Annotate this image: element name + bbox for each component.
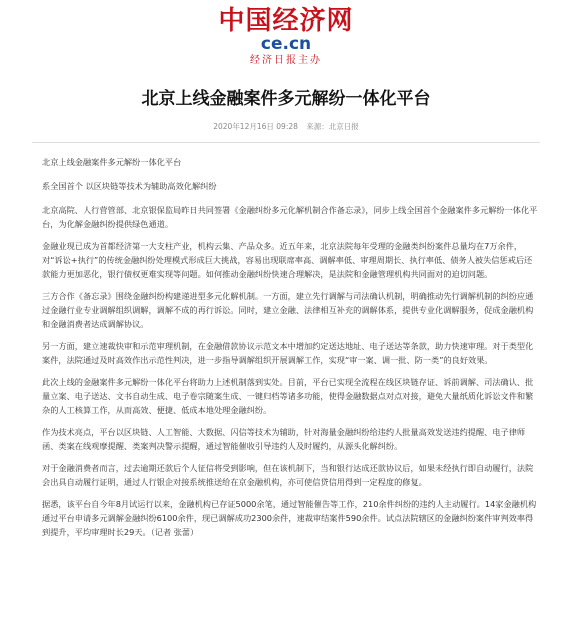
article-paragraph: 另一方面，建立速裁快审和示范审理机制，在金融借款协议示范文本中增加约定送达地址、电子送达等条款，助力快速审理。对于类型化案件，法院通过及时高效作出示范性判决，进一步指导调解组织开展调解工作，实现“审一案、调一批、防一类”的良好效果。 — [42, 341, 534, 365]
logo-brand: 中国经济网 — [218, 6, 354, 36]
site-header — [0, 0, 572, 76]
article-meta — [0, 121, 572, 132]
article-paragraph: 三方合作《备忘录》围绕金融纠纷构建递进型多元化解机制。一方面，建立先行调解与司法确认机制，明确推动先行调解机制的纠纷应通过金融行业专业调解组织调解，调解不成的再行诉讼。同时，建立金融、法律相互补充的调解体系，提供专业化调解服务，促成金融机构和金融消费者达成调解协议。 — [42, 291, 534, 329]
article-paragraph: 此次上线的金融案件多元解纷一体化平台将助力上述机制落到实处。目前，平台已实现全流程在线区块链存证、诉前调解、司法确认、批量立案、电子送达、文书自动生成、电子卷宗随案生成、一键归档等诸多功能，使得金融数据点对点对接，避免大量纸质化诉讼文件和繁杂的人工核算工作，从而高效、便捷、低成本地处理金融纠纷。 — [42, 377, 534, 415]
article-paragraph: 北京高院、人行营管部、北京银保监局昨日共同签署《金融纠纷多元化解机制合作备忘录》，同步上线全国首个金融案件多元解纷一体化平台，为化解金融纠纷提供绿色通道。 — [42, 205, 538, 229]
article-paragraph: 对于金融消费者而言，过去逾期还款后个人征信将受到影响，但在该机制下，当和银行达成还款协议后，如果未经执行即自动履行，法院会出具自动履行证明，通过人行银企对接系统推送给在京金融机构，亦可使信贷信用得到一定程度的修复。 — [42, 463, 534, 487]
article-paragraph: 系全国首个 以区块链等技术为辅助高效化解纠纷 — [42, 181, 217, 191]
divider — [32, 142, 540, 143]
article-paragraph: 作为技术亮点，平台以区块链、人工智能、大数据、闪信等技术为辅助，针对海量金融纠纷给违约人批量高效发送违约提醒、电子律师函、类案在线观摩提醒、类案判决警示提醒，通过智能催收引导违约人及时履约，从源头化解纠纷。 — [42, 427, 526, 451]
article-body — [42, 155, 540, 539]
logo-domain: ce.cn — [260, 34, 312, 54]
logo-tagline: 经济日报主办 — [250, 55, 322, 66]
article-source: 来源：北京日报 — [306, 122, 359, 131]
article-title: 北京上线金融案件多元解纷一体化平台 — [141, 89, 431, 109]
article-date: 2020年12月16日 09:28 — [213, 122, 298, 131]
article-paragraph: 北京上线金融案件多元解纷一体化平台 — [42, 157, 182, 167]
site-logo[interactable] — [196, 8, 376, 66]
article-paragraph: 金融业现已成为首都经济第一大支柱产业，机构云集、产品众多。近五年来，北京法院每年受理的金融类纠纷案件总量均在7万余件，对“诉讼+执行”的传统金融纠纷处理模式形成巨大挑战，容易出现联席率高、调解率低、审理周期长、执行率低、债务人被失信惩戒后还款能力更加恶化，银行债权更难实现等问题。如何推动金融纠纷快速合理解决，是法院和金融管理机构共同面对的迫切问题。 — [42, 241, 533, 279]
article-paragraph: 据悉，该平台自今年8月试运行以来，金融机构已存证5000余笔，通过智能催告等工作，210余件纠纷的违约人主动履行。14家金融机构通过平台申请多元调解金融纠纷6100余件，现已调解成功2300余件，速裁审结案件590余件。试点法院辖区的金融纠纷案件审判效率得到提升，平均审理时长29天。（记者 张蕾） — [42, 499, 537, 537]
